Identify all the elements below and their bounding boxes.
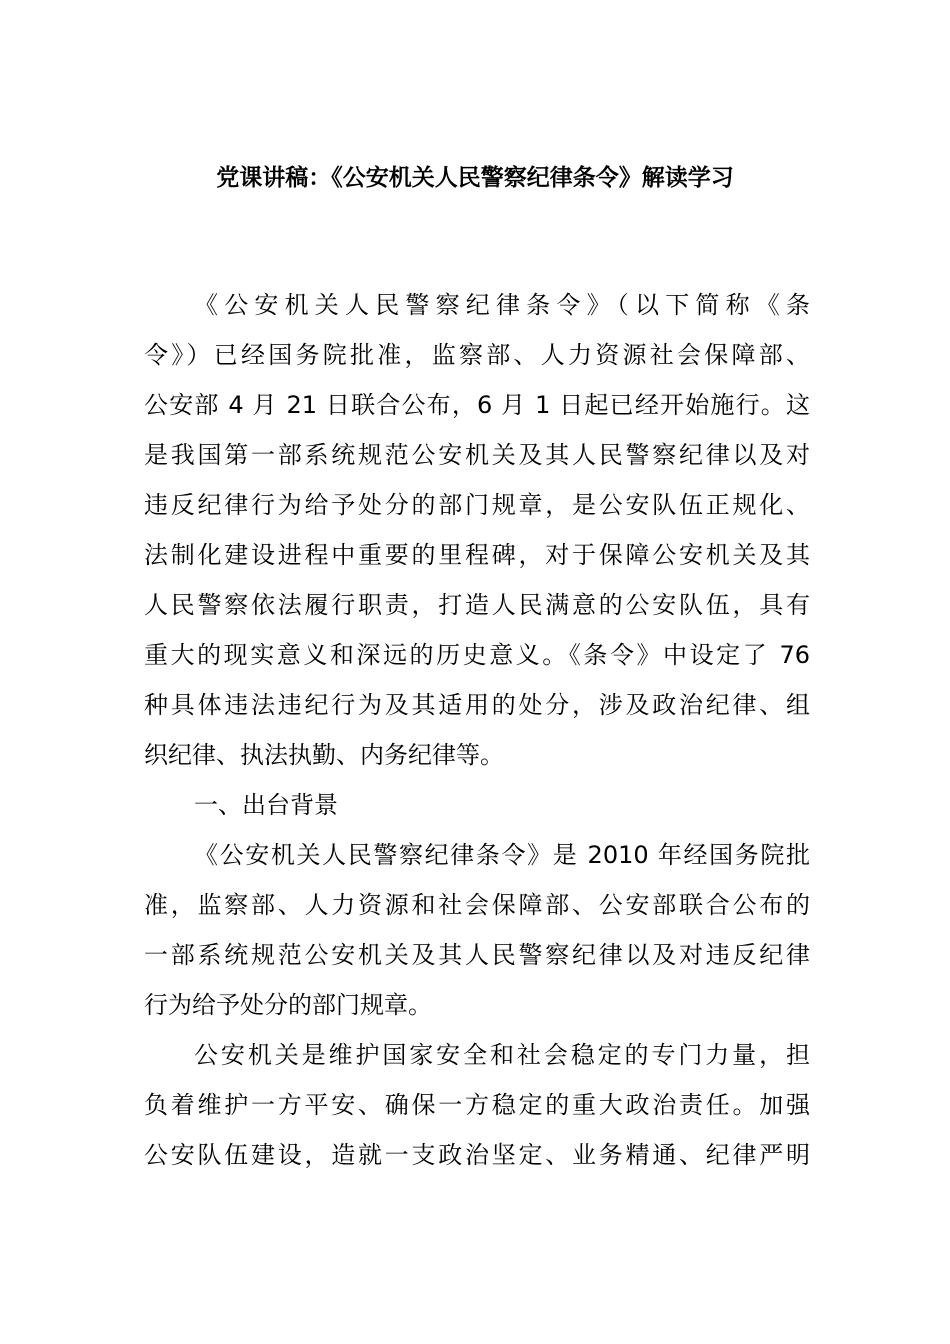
paragraph-line: 法制化建设进程中重要的里程碑，对于保障公安机关及其 xyxy=(144,541,810,569)
paragraph-line: 《公安机关人民警察纪律条令》是 2010 年经国务院批 xyxy=(194,841,810,869)
paragraph-line: 公安机关是维护国家安全和社会稳定的专门力量，担 xyxy=(194,1041,810,1069)
document-body xyxy=(144,280,810,1180)
paragraph-line: 公安部 4 月 21 日联合公布，6 月 1 日起已经开始施行。这 xyxy=(144,391,810,419)
paragraph-line-last: 织纪律、执法执勤、内务纪律等。 xyxy=(144,741,504,769)
paragraph-line: 人民警察依法履行职责，打造人民满意的公安队伍，具有 xyxy=(144,591,810,619)
paragraph-line: 《公安机关人民警察纪律条令》（以下简称《条 xyxy=(194,291,810,319)
paragraph-line: 违反纪律行为给予处分的部门规章，是公安队伍正规化、 xyxy=(144,491,810,519)
paragraph-line: 一部系统规范公安机关及其人民警察纪律以及对违反纪律 xyxy=(144,941,810,969)
paragraph-line: 公安队伍建设，造就一支政治坚定、业务精通、纪律严明 xyxy=(144,1141,810,1169)
section-heading: 一、出台背景 xyxy=(194,791,338,819)
paragraph-line: 种具体违法违纪行为及其适用的处分，涉及政治纪律、组 xyxy=(144,691,810,719)
paragraph-line: 是我国第一部系统规范公安机关及其人民警察纪律以及对 xyxy=(144,441,810,469)
paragraph-line-last: 行为给予处分的部门规章。 xyxy=(144,991,432,1019)
paragraph-line: 重大的现实意义和深远的历史意义。《条令》中设定了 76 xyxy=(144,641,810,669)
paragraph-line: 令》）已经国务院批准，监察部、人力资源社会保障部、 xyxy=(144,341,810,369)
document-title: 党课讲稿：《公安机关人民警察纪律条令》解读学习 xyxy=(216,165,734,191)
paragraph-line: 准，监察部、人力资源和社会保障部、公安部联合公布的 xyxy=(144,891,810,919)
paragraph-line: 负着维护一方平安、确保一方稳定的重大政治责任。加强 xyxy=(144,1091,810,1119)
